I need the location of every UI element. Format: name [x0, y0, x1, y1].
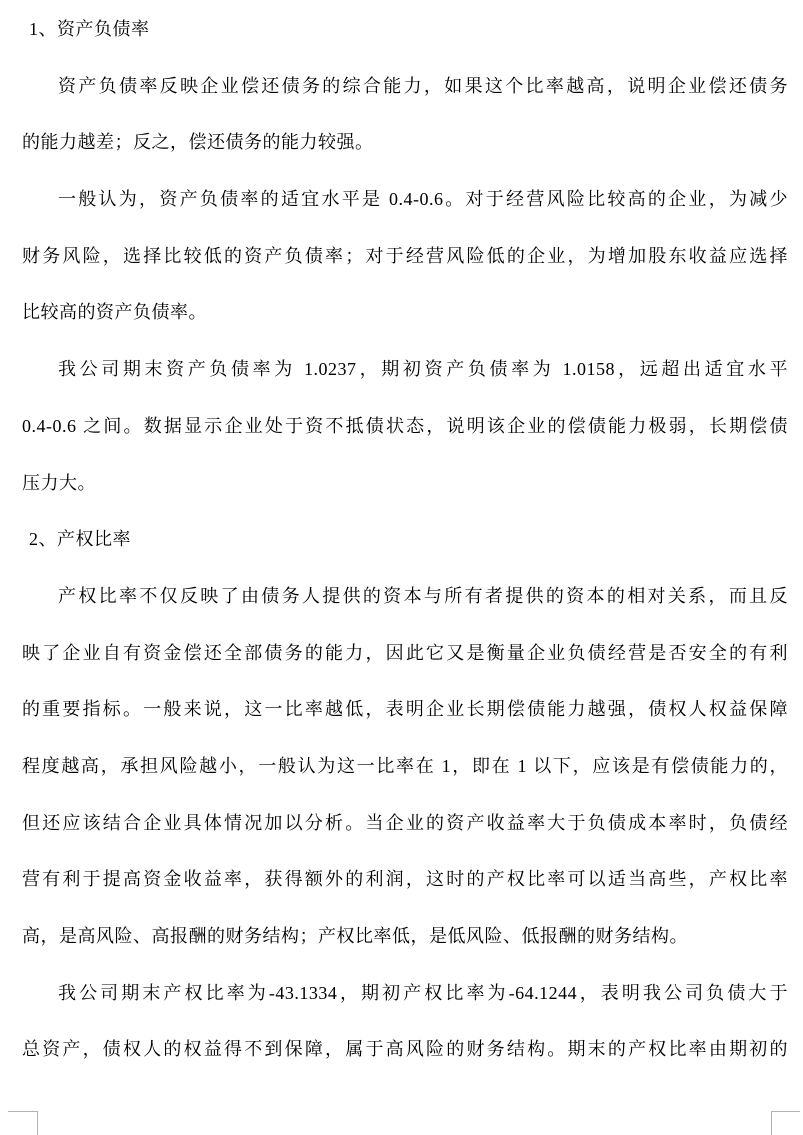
paragraph-line: 的能力越差；反之，偿还债务的能力较强。	[22, 132, 374, 153]
paragraph-line: 资产负债率反映企业偿还债务的综合能力，如果这个比率越高，说明企业偿还债务	[58, 75, 788, 96]
text-boundary-mark-bottom-right-horizontal	[771, 1111, 800, 1112]
paragraph-line: 总资产，债权人的权益得不到保障，属于高风险的财务结构。期末的产权比率由期初的	[22, 1039, 788, 1060]
paragraph-line: 映了企业自有资金偿还全部债务的能力，因此它又是衡量企业负债经营是否安全的有利	[22, 642, 788, 663]
section-heading: 2、产权比率	[29, 529, 131, 550]
text-boundary-mark-bottom-left-vertical	[37, 1111, 38, 1135]
paragraph-line: 0.4-0.6 之间。数据显示企业处于资不抵债状态，说明该企业的偿债能力极弱，长期偿债	[22, 415, 788, 436]
paragraph	[22, 58, 788, 171]
paragraph-line: 营有利于提高资金收益率，获得额外的利润，这时的产权比率可以适当高些，产权比率	[22, 869, 788, 890]
section-heading: 1、资产负债率	[29, 19, 150, 39]
paragraph-line: 高，是高风险、高报酬的财务结构；产权比率低，是低风险、低报酬的财务结构。	[22, 926, 688, 946]
text-boundary-mark-bottom-right-vertical	[771, 1111, 772, 1135]
paragraph	[22, 965, 788, 1078]
paragraph-line: 我公司期末产权比率为-43.1334，期初产权比率为-64.1244，表明我公司负债大于	[58, 982, 788, 1003]
paragraph-line: 我公司期末资产负债率为 1.0237，期初资产负债率为 1.0158，远超出适宜水平	[58, 359, 788, 380]
paragraph-line: 但还应该结合企业具体情况加以分析。当企业的资产收益率大于负债成本率时，负债经	[22, 812, 788, 833]
paragraph-line: 压力大。	[22, 472, 96, 493]
text-boundary-mark-bottom-left-horizontal	[8, 1111, 37, 1112]
paragraph	[22, 341, 788, 511]
paragraph-line: 一般认为，资产负债率的适宜水平是 0.4-0.6。对于经营风险比较高的企业，为减少	[58, 189, 788, 210]
paragraph-line: 产权比率不仅反映了由债务人提供的资本与所有者提供的资本的相对关系，而且反	[58, 585, 788, 606]
paragraph-line: 的重要指标。一般来说，这一比率越低，表明企业长期偿债能力越强，债权人权益保障	[22, 699, 788, 720]
paragraph	[22, 568, 788, 965]
paragraph-line: 程度越高，承担风险越小，一般认为这一比率在 1，即在 1 以下，应该是有偿债能力的，	[22, 755, 788, 776]
text-block	[22, 1, 788, 1078]
paragraph-line: 财务风险，选择比较低的资产负债率；对于经营风险低的企业，为增加股东收益应选择	[22, 245, 788, 266]
paragraph	[22, 171, 788, 341]
paragraph-line: 比较高的资产负债率。	[22, 302, 207, 323]
